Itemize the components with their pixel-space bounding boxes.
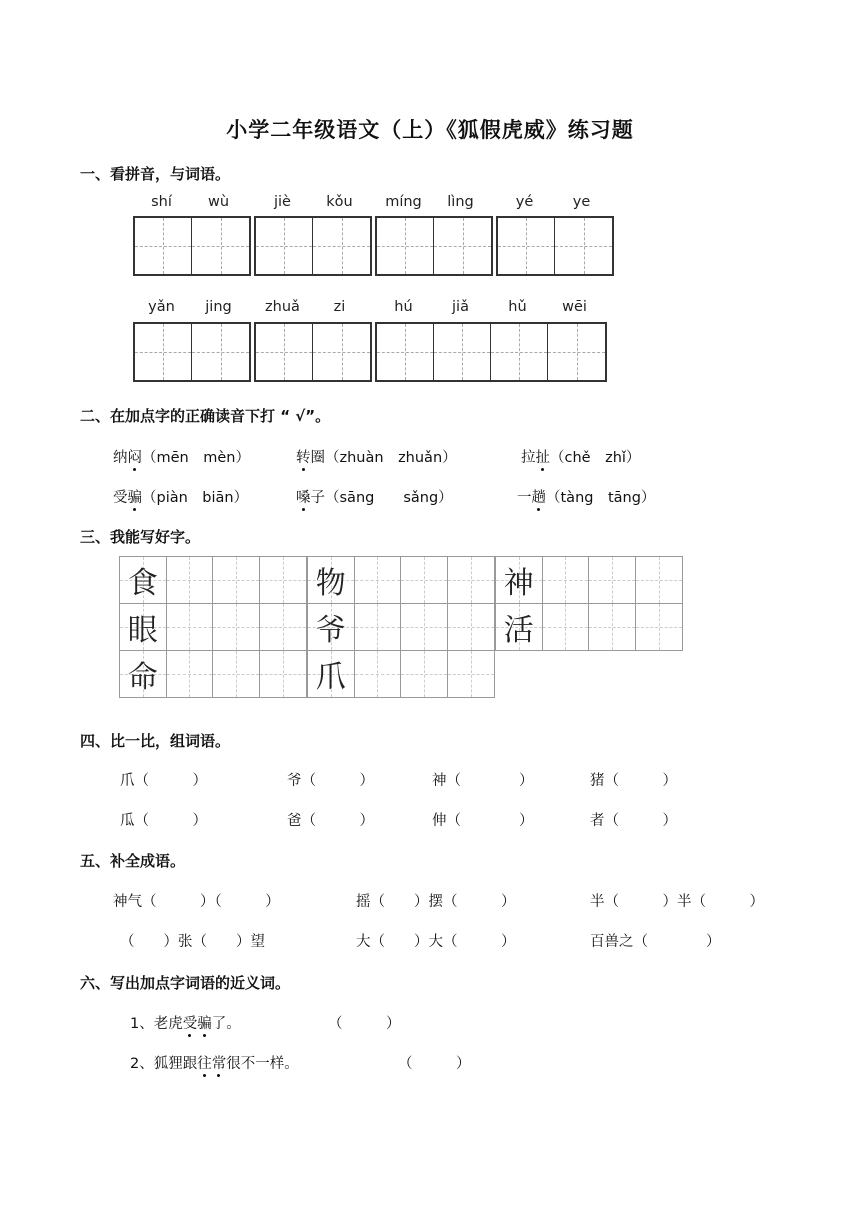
- blank-write-cell[interactable]: [401, 604, 448, 650]
- compare-item[interactable]: 伸（ ）: [432, 813, 534, 829]
- blank-write-cell[interactable]: [355, 604, 402, 650]
- pinyin-options: （mēn mèn）: [142, 450, 250, 466]
- writing-grid[interactable]: [307, 556, 495, 604]
- dotted-char: 受: [182, 1016, 198, 1032]
- idiom-item[interactable]: 百兽之（ ）: [590, 934, 721, 950]
- blank-write-cell[interactable]: [213, 604, 260, 650]
- pinyin-label: yé: [515, 194, 534, 210]
- model-char: 命: [127, 660, 158, 695]
- blank-write-cell[interactable]: [448, 604, 495, 650]
- dotted-char: 嗓: [296, 490, 311, 506]
- model-char: 爪: [315, 660, 346, 695]
- item-text: 很不一样。: [226, 1056, 299, 1072]
- tian-grid-jiekou[interactable]: [254, 216, 372, 276]
- compare-item[interactable]: 神（ ）: [432, 773, 534, 789]
- pronunciation-item[interactable]: [296, 486, 453, 507]
- pinyin-label: kǒu: [326, 194, 353, 210]
- writing-grid[interactable]: [307, 650, 495, 698]
- answer-blank[interactable]: （ ）: [328, 1016, 401, 1032]
- tian-grid-shiwu[interactable]: [133, 216, 251, 276]
- idiom-item[interactable]: 神气（ ）（ ）: [113, 894, 280, 910]
- pinyin-label: míng: [385, 194, 422, 210]
- pinyin-options: （chě zhǐ）: [550, 450, 641, 466]
- tian-grid-zhuazi[interactable]: [254, 322, 372, 382]
- model-char-cell: [308, 604, 355, 650]
- dotted-char: 常: [211, 1056, 227, 1072]
- pinyin-label: jiǎ: [452, 299, 469, 315]
- dotted-char: 闷: [127, 450, 142, 466]
- idiom-item[interactable]: 大（ ）大（ ）: [356, 934, 516, 950]
- blank-write-cell[interactable]: [589, 604, 636, 650]
- section-2-heading: 二、在加点字的正确读音下打 “ √”。: [80, 407, 331, 425]
- writing-grid[interactable]: [119, 650, 307, 698]
- item-text: 1、老虎: [130, 1016, 183, 1032]
- pronunciation-item[interactable]: [113, 486, 248, 507]
- section-3-heading: 三、我能写好字。: [80, 528, 201, 546]
- blank-write-cell[interactable]: [448, 557, 495, 603]
- synonym-item[interactable]: [130, 1012, 241, 1033]
- tian-grid-yeye[interactable]: [496, 216, 614, 276]
- item-text: 子: [310, 490, 325, 506]
- blank-write-cell[interactable]: [636, 604, 683, 650]
- pinyin-label: jiè: [274, 194, 291, 210]
- tian-grid-mingling[interactable]: [375, 216, 493, 276]
- pinyin-options: （piàn biān）: [142, 490, 249, 506]
- model-char-cell: [308, 557, 355, 603]
- pinyin-label: ye: [572, 194, 591, 210]
- pinyin-options: （sāng sǎng）: [325, 490, 453, 506]
- model-char-cell: [120, 557, 167, 603]
- model-char: 食: [127, 566, 158, 601]
- pinyin-label: shí: [151, 194, 172, 210]
- synonym-item[interactable]: [130, 1052, 299, 1073]
- model-char: 神: [503, 566, 534, 601]
- pinyin-label: wù: [207, 194, 230, 210]
- item-text: 拉: [521, 450, 536, 466]
- pinyin-label: wēi: [562, 299, 587, 315]
- section-1-heading: 一、看拼音，与词语。: [80, 165, 231, 183]
- blank-write-cell[interactable]: [260, 557, 307, 603]
- blank-write-cell[interactable]: [401, 557, 448, 603]
- item-text: 2、狐狸跟: [130, 1056, 198, 1072]
- dotted-char: 骗: [127, 490, 142, 506]
- model-char: 物: [315, 566, 346, 601]
- pinyin-options: （tàng tāng）: [546, 490, 656, 506]
- dotted-char: 往: [197, 1056, 212, 1072]
- blank-write-cell[interactable]: [401, 651, 448, 697]
- model-char-cell: [496, 604, 543, 650]
- tian-grid-yanjing[interactable]: [133, 322, 251, 382]
- model-char: 眼: [127, 613, 158, 648]
- compare-item[interactable]: 爪（ ）: [120, 773, 207, 789]
- model-char-cell: [308, 651, 355, 697]
- model-char-cell: [120, 604, 167, 650]
- item-text: 受: [113, 490, 128, 506]
- section-6-heading: 六、写出加点字词语的近义词。: [80, 974, 291, 992]
- writing-grid[interactable]: [495, 603, 683, 651]
- model-char-cell: [120, 651, 167, 697]
- pinyin-label: zhuǎ: [265, 299, 300, 315]
- pinyin-label: jing: [205, 299, 232, 315]
- idiom-item[interactable]: 摇（ ）摆（ ）: [356, 894, 516, 910]
- blank-write-cell[interactable]: [167, 557, 214, 603]
- section-4-heading: 四、比一比，组词语。: [80, 732, 231, 750]
- compare-item[interactable]: 者（ ）: [590, 813, 677, 829]
- pinyin-label: hú: [394, 299, 413, 315]
- pronunciation-item[interactable]: [113, 446, 250, 467]
- blank-write-cell[interactable]: [355, 651, 402, 697]
- pinyin-label: lìng: [447, 194, 474, 210]
- blank-write-cell[interactable]: [213, 557, 260, 603]
- item-text: 一: [517, 490, 532, 506]
- model-char-cell: [496, 557, 543, 603]
- blank-write-cell[interactable]: [167, 651, 214, 697]
- dotted-char: 趟: [531, 490, 546, 506]
- writing-grid[interactable]: [307, 603, 495, 651]
- pronunciation-item[interactable]: [296, 446, 457, 467]
- blank-write-cell[interactable]: [167, 604, 214, 650]
- pinyin-label: zi: [333, 299, 346, 315]
- dotted-char: 扯: [535, 450, 550, 466]
- compare-item[interactable]: 瓜（ ）: [120, 813, 207, 829]
- writing-grid[interactable]: [119, 603, 307, 651]
- blank-write-cell[interactable]: [543, 604, 590, 650]
- pinyin-label: yǎn: [148, 299, 175, 315]
- section-5-heading: 五、补全成语。: [80, 852, 186, 870]
- blank-write-cell[interactable]: [589, 557, 636, 603]
- blank-write-cell[interactable]: [260, 604, 307, 650]
- item-text: 圈: [310, 450, 325, 466]
- blank-write-cell[interactable]: [260, 651, 307, 697]
- compare-item[interactable]: 猪（ ）: [590, 773, 677, 789]
- pinyin-options: （zhuàn zhuǎn）: [325, 450, 457, 466]
- dotted-char: 转: [296, 450, 311, 466]
- compare-item[interactable]: 爷（ ）: [287, 773, 374, 789]
- page-title: 小学二年级语文（上）《狐假虎威》练习题: [226, 118, 634, 142]
- writing-grid[interactable]: [495, 556, 683, 604]
- pinyin-label: hǔ: [508, 299, 527, 315]
- dotted-char: 骗: [197, 1016, 212, 1032]
- blank-write-cell[interactable]: [448, 651, 495, 697]
- blank-write-cell[interactable]: [213, 651, 260, 697]
- item-text: 了。: [211, 1016, 241, 1032]
- tian-grid-hujiahuwei[interactable]: [375, 322, 607, 382]
- item-text: 纳: [113, 450, 128, 466]
- blank-write-cell[interactable]: [355, 557, 402, 603]
- idiom-item[interactable]: （ ）张（ ）望: [120, 934, 265, 950]
- answer-blank[interactable]: （ ）: [398, 1056, 471, 1072]
- model-char: 活: [503, 613, 534, 648]
- model-char: 爷: [315, 613, 346, 648]
- blank-write-cell[interactable]: [543, 557, 590, 603]
- writing-grid[interactable]: [119, 556, 307, 604]
- pronunciation-item[interactable]: [517, 486, 655, 507]
- pronunciation-item[interactable]: [521, 446, 640, 467]
- compare-item[interactable]: 爸（ ）: [287, 813, 374, 829]
- blank-write-cell[interactable]: [636, 557, 683, 603]
- idiom-item[interactable]: 半（ ）半（ ）: [590, 894, 764, 910]
